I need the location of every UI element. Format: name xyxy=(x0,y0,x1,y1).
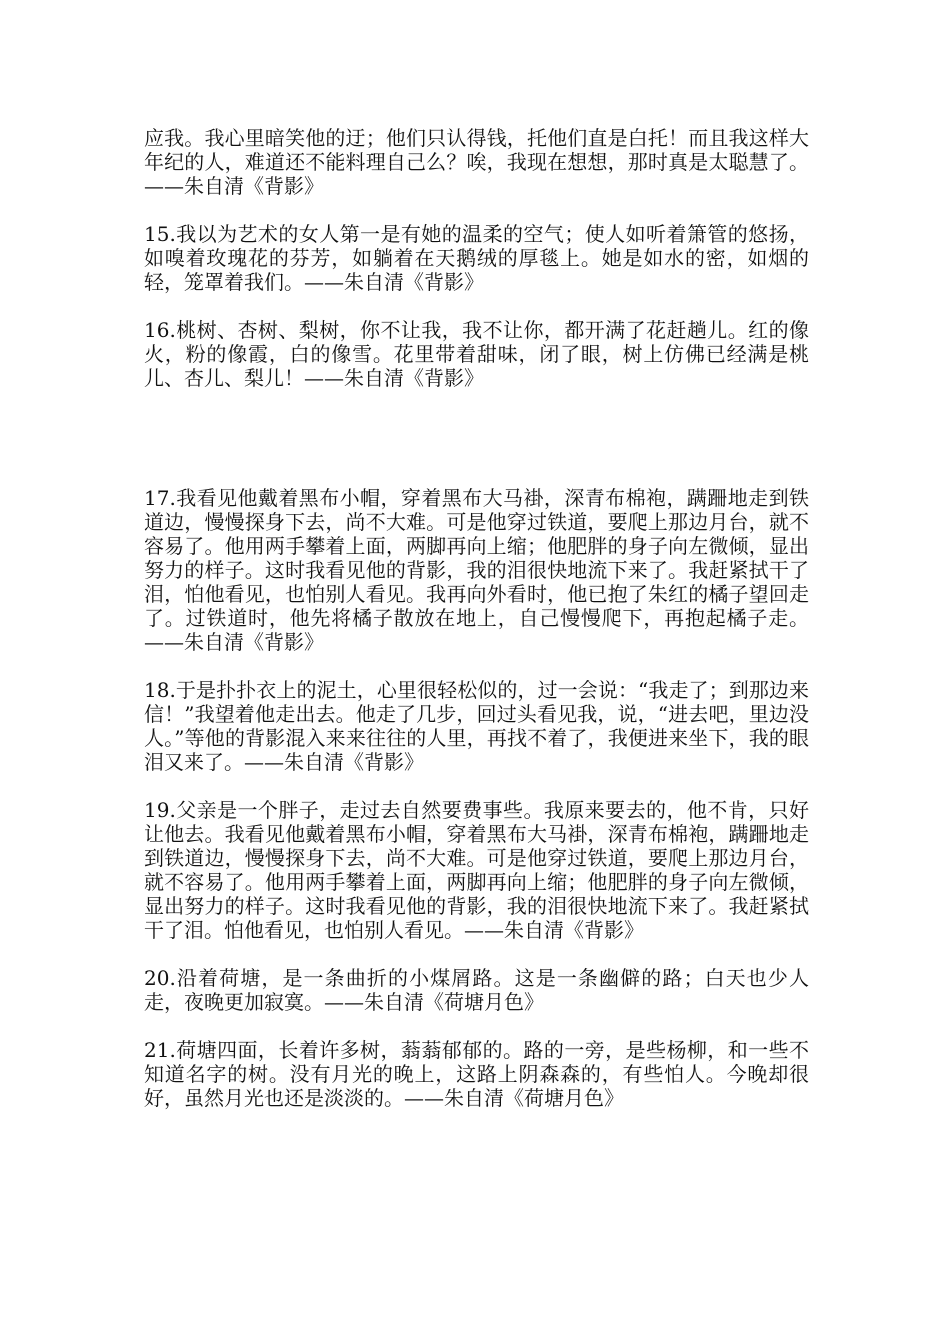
paragraph-17: 17.我看见他戴着黑布小帽，穿着黑布大马褂，深青布棉袍，蹒跚地走到铁道边，慢慢探身下去，尚不大难。可是他穿过铁道，要爬上那边月台，就不容易了。他用两手攀着上面，两脚再向上缩；他肥胖的身子向左微倾，显出努力的样子。这时我看见他的背影，我的泪很快地流下来了。我赶紧拭干了泪，怕他看见，也怕别人看见。我再向外看时，他已抱了朱红的橘子望回走了。过铁道时，他先将橘子散放在地上，自己慢慢爬下，再抱起橘子走。——朱自清《背影》 xyxy=(144,486,809,654)
paragraph-20: 20.沿着荷塘，是一条曲折的小煤屑路。这是一条幽僻的路；白天也少人走，夜晚更加寂寞。——朱自清《荷塘月色》 xyxy=(144,966,809,1014)
paragraph-16: 16.桃树、杏树、梨树，你不让我，我不让你，都开满了花赶趟儿。红的像火，粉的像霞，白的像雪。花里带着甜味，闭了眼，树上仿佛已经满是桃儿、杏儿、梨儿！——朱自清《背影》 xyxy=(144,318,809,390)
blank-gap xyxy=(144,414,809,486)
paragraph-19: 19.父亲是一个胖子，走过去自然要费事些。我原来要去的，他不肯，只好让他去。我看见他戴着黑布小帽，穿着黑布大马褂，深青布棉袍，蹒跚地走到铁道边，慢慢探身下去，尚不大难。可是他穿过铁道，要爬上那边月台，就不容易了。他用两手攀着上面，两脚再向上缩；他肥胖的身子向左微倾，显出努力的样子。这时我看见他的背影，我的泪很快地流下来了。我赶紧拭干了泪。怕他看见，也怕别人看见。——朱自清《背影》 xyxy=(144,798,809,942)
paragraph-21: 21.荷塘四面，长着许多树，蓊蓊郁郁的。路的一旁，是些杨柳，和一些不知道名字的树。没有月光的晚上，这路上阴森森的，有些怕人。今晚却很好，虽然月光也还是淡淡的。——朱自清《荷塘月色》 xyxy=(144,1038,809,1110)
paragraph-15: 15.我以为艺术的女人第一是有她的温柔的空气；使人如听着箫管的悠扬，如嗅着玫瑰花的芬芳，如躺着在天鹅绒的厚毯上。她是如水的密，如烟的轻，笼罩着我们。——朱自清《背影》 xyxy=(144,222,809,294)
document-body xyxy=(144,126,809,1134)
paragraph-18: 18.于是扑扑衣上的泥土，心里很轻松似的，过一会说：“我走了；到那边来信！”我望着他走出去。他走了几步，回过头看见我，说，“进去吧，里边没人。”等他的背影混入来来往往的人里，再找不着了，我便进来坐下，我的眼泪又来了。——朱自清《背影》 xyxy=(144,678,809,774)
paragraph-continuation: 应我。我心里暗笑他的迂；他们只认得钱，托他们直是白托！而且我这样大年纪的人，难道还不能料理自己么？唉，我现在想想，那时真是太聪慧了。——朱自清《背影》 xyxy=(144,126,809,198)
